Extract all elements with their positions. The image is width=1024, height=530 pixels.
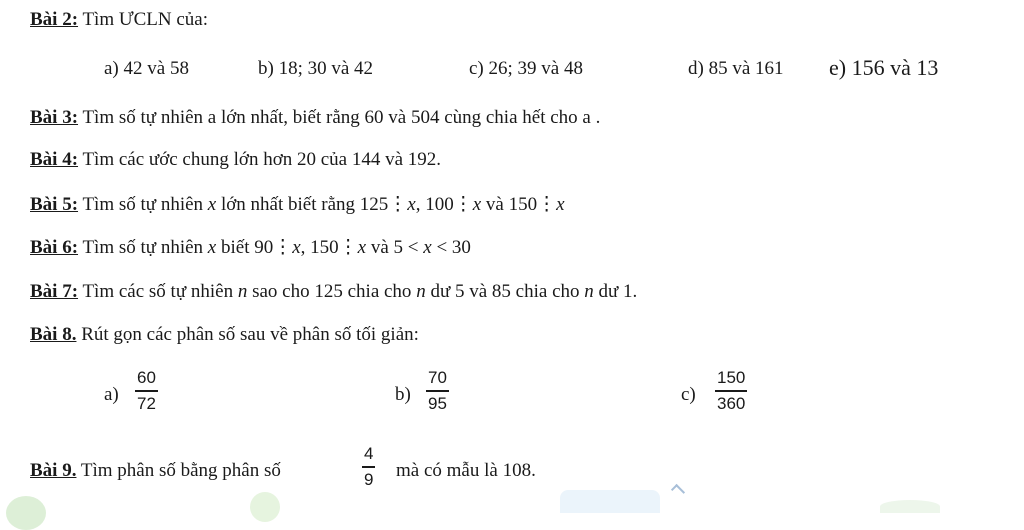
fraction-bai-9-numerator: 4 — [364, 444, 374, 463]
exercise-9-label: Bài 9. — [30, 460, 77, 481]
fraction-bai-9-denominator: 9 — [364, 469, 374, 489]
exercise-3-text: Tìm số tự nhiên a lớn nhất, biết rằng 60 và 504 cùng chia hết cho a . — [78, 107, 601, 128]
fraction-c-numerator: 150 — [717, 368, 746, 387]
exercise-4-label: Bài 4: — [30, 149, 79, 170]
exercise-7-text-2: sao cho 125 chia cho — [247, 281, 417, 302]
exercise-7-text-3: dư 5 và 85 chia cho — [425, 281, 585, 302]
exercise-6-text-5: < 30 — [431, 237, 471, 258]
exercise-6-var-2: x — [292, 237, 301, 258]
exercise-2-item-c: c) 26; 39 và 48 — [469, 58, 583, 79]
fraction-c-denominator: 360 — [717, 393, 746, 413]
exercise-9-text-1: Tìm phân số bằng phân số — [76, 460, 281, 481]
exercise-7-text-4: dư 1. — [593, 281, 638, 302]
decor-blob-right — [880, 500, 940, 513]
exercise-8 — [30, 323, 419, 347]
exercise-5-text-2: lớn nhất biết rằng 125⋮ — [216, 194, 408, 215]
exercise-2-label: Bài 2: — [30, 9, 79, 30]
exercise-2-text: Tìm ƯCLN của: — [78, 9, 208, 30]
decor-caret-icon — [671, 484, 685, 498]
exercise-5-var-4: x — [556, 194, 565, 215]
exercise-2-item-e: e) 156 và 13 — [829, 55, 939, 80]
exercise-7-text-1: Tìm các số tự nhiên — [78, 281, 238, 302]
exercise-9 — [30, 459, 281, 483]
exercise-6-text-1: Tìm số tự nhiên — [78, 237, 208, 258]
exercise-5 — [30, 193, 565, 217]
exercise-4 — [30, 148, 441, 172]
decor-blob-center — [250, 492, 280, 522]
exercise-2-heading — [30, 8, 208, 32]
exercise-6-var-4: x — [423, 237, 432, 258]
fraction-bai-9 — [362, 443, 375, 491]
exercise-6-label: Bài 6: — [30, 237, 79, 258]
fraction-a-prefix: a) — [104, 384, 119, 405]
exercise-5-text-4: và 150⋮ — [481, 194, 557, 215]
exercise-7-var-3: n — [584, 281, 594, 302]
exercise-5-var-1: x — [207, 194, 217, 215]
exercise-6-text-3: , 150⋮ — [300, 237, 358, 258]
fraction-a — [135, 367, 158, 415]
exercise-6 — [30, 236, 471, 260]
fraction-b-numerator: 70 — [428, 368, 447, 387]
exercise-7-var-2: n — [416, 281, 426, 302]
fraction-a-denominator: 72 — [137, 393, 156, 413]
fraction-b — [426, 367, 449, 415]
exercise-6-text-2: biết 90⋮ — [216, 237, 293, 258]
decor-blob-left — [6, 496, 46, 530]
fraction-a-bar — [135, 390, 158, 392]
exercise-5-var-3: x — [472, 194, 482, 215]
exercise-3 — [30, 106, 600, 130]
exercise-5-text-3: , 100⋮ — [415, 194, 473, 215]
exercise-7-label: Bài 7: — [30, 281, 79, 302]
fraction-b-bar — [426, 390, 449, 392]
fraction-b-denominator: 95 — [428, 393, 447, 413]
exercise-2-item-d: d) 85 và 161 — [688, 58, 784, 79]
exercise-2-item-b: b) 18; 30 và 42 — [258, 58, 374, 79]
fraction-c-bar — [715, 390, 747, 392]
exercise-5-text-1: Tìm số tự nhiên — [78, 194, 208, 215]
exercise-6-text-4: và 5 < — [366, 237, 424, 258]
fraction-c-prefix: c) — [681, 384, 696, 405]
exercise-6-var-1: x — [207, 237, 217, 258]
exercise-6-var-3: x — [357, 237, 367, 258]
exercise-4-text: Tìm các ước chung lớn hơn 20 của 144 và 192. — [78, 149, 442, 170]
exercise-3-label: Bài 3: — [30, 107, 79, 128]
exercise-9-text-2: mà có mẫu là 108. — [396, 460, 536, 481]
decor-bar-right — [560, 490, 660, 513]
exercise-5-var-2: x — [407, 194, 416, 215]
fraction-c — [715, 367, 747, 415]
exercise-8-label: Bài 8. — [30, 324, 77, 345]
exercise-7-var-1: n — [237, 281, 248, 302]
fraction-bai-9-bar — [362, 466, 375, 468]
exercise-8-text: Rút gọn các phân số sau về phân số tối giản: — [76, 324, 419, 345]
fraction-a-numerator: 60 — [137, 368, 156, 387]
fraction-b-prefix: b) — [395, 384, 411, 405]
exercise-5-label: Bài 5: — [30, 194, 79, 215]
exercise-7 — [30, 280, 637, 304]
exercise-2-item-a: a) 42 và 58 — [104, 58, 189, 79]
